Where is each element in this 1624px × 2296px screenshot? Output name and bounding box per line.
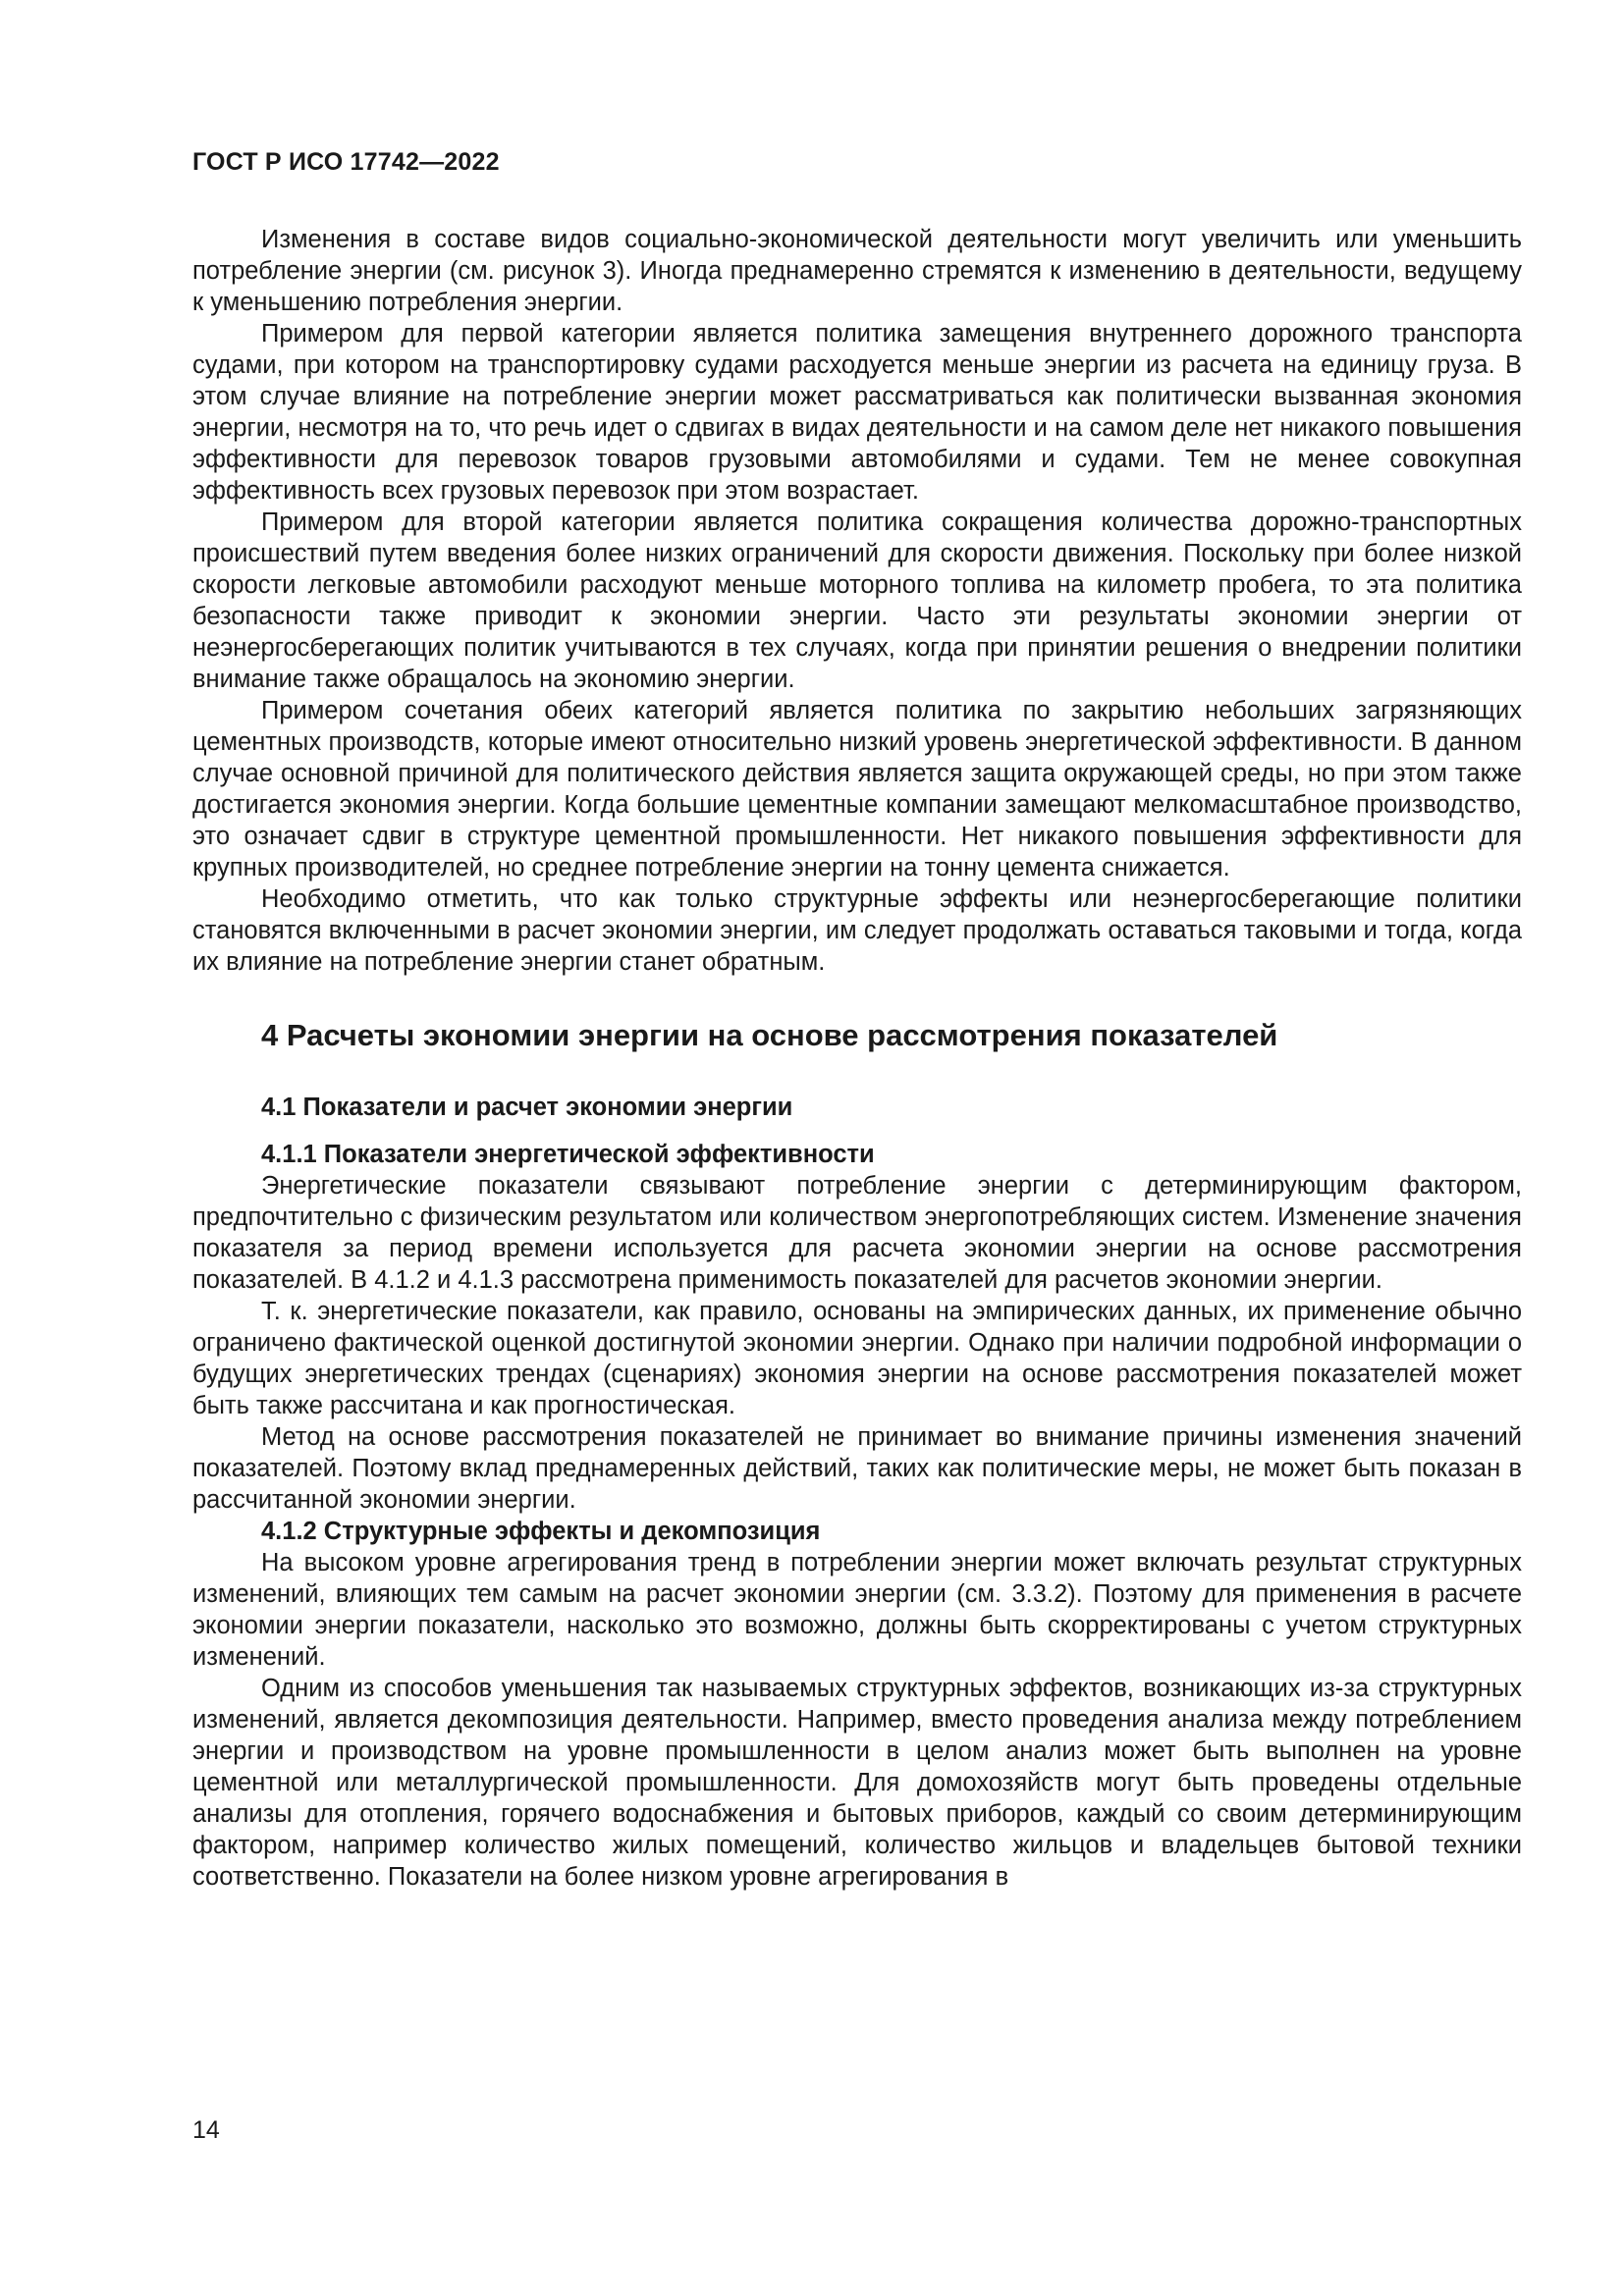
paragraph: Примером для первой категории является политика замещения внутреннего дорожного транспорта судами, при котором на транспортировку судами расходуется меньше энергии из расчета на единицу груза. В этом случае влияние на потребление энергии может рассматриваться как политически вызванная экономия энергии, несмотря на то, что речь идет о сдвигах в видах деятельности и на самом деле нет никакого повышения эффективности для перевозок товаров грузовыми автомобилями и судами. Тем не менее совокупная эффективность всех грузовых перевозок при этом возрастает. [192,320,1522,505]
sub-subsection-title: 4.1.2 Структурные эффекты и декомпозиция [261,1518,821,1545]
document-page [192,147,1522,1893]
sub-subsection-text [192,1170,1522,1516]
page-number: 14 [192,2116,220,2144]
paragraph: Примером для второй категории является политика сокращения количества дорожно-транспортных происшествий путем введения более низких ограничений для скорости движения. Поскольку при более низкой скорости легковые автомобили расходуют меньше моторного топлива на километр пробега, то эта политика безопасности также приводит к экономии энергии. Часто эти результаты экономии энергии от неэнергосберегающих политик учитываются в тех случаях, когда при принятии решения о внедрении политики внимание также обращалось на экономию энергии. [192,508,1522,693]
sub-subsection-title: 4.1.1 Показатели энергетической эффективности [261,1141,875,1168]
paragraph: Энергетические показатели связывают потребление энергии с детерминирующим фактором, предпочтительно с физическим результатом или количеством энергопотребляющих систем. Изменение значения показателя за период времени используется для расчета экономии энергии на основе рассмотрения показателей. В 4.1.2 и 4.1.3 рассмотрена применимость показателей для расчетов экономии энергии. [192,1172,1522,1294]
paragraph: Примером сочетания обеих категорий является политика по закрытию небольших загрязняющих цементных производств, которые имеют относительно низкий уровень энергетической эффективности. В данном случае основной причиной для политического действия является защита окружающей среды, но при этом также достигается экономия энергии. Когда большие цементные компании замещают мелкомасштабное производство, это означает сдвиг в структуре цементной промышленности. Нет никакого повышения эффективности для крупных производителей, но среднее потребление энергии на тонну цемента снижается. [192,697,1522,881]
standard-header: ГОСТ Р ИСО 17742—2022 [192,148,500,176]
intro-text [192,224,1522,978]
paragraph: На высоком уровне агрегирования тренд в потреблении энергии может включать результат структурных изменений, влияющих тем самым на расчет экономии энергии (см. 3.3.2). Поэтому для применения в расчете экономии энергии показатели, насколько это возможно, должны быть скорректированы с учетом структурных изменений. [192,1549,1522,1671]
paragraph: Необходимо отметить, что как только структурные эффекты или неэнергосберегающие политики становятся включенными в расчет экономии энергии, им следует продолжать оставаться таковыми и тогда, когда их влияние на потребление энергии станет обратным. [192,885,1522,976]
paragraph: Одним из способов уменьшения так называемых структурных эффектов, возникающих из-за структурных изменений, является декомпозиция деятельности. Например, вместо проведения анализа между потреблением энергии и производством на уровне промышленности в целом анализ может быть выполнен на уровне цементной или металлургической промышленности. Для домохозяйств могут быть проведены отдельные анализы для отопления, горячего водоснабжения и бытовых приборов, каждый со своим детерминирующим фактором, например количество жилых помещений, количество жильцов и владельцев бытовой техники соответственно. Показатели на более низком уровне агрегирования в [192,1675,1522,1891]
paragraph: Т. к. энергетические показатели, как правило, основаны на эмпирических данных, их применение обычно ограничено фактической оценкой достигнутой экономии энергии. Однако при наличии подробной информации о будущих энергетических трендах (сценариях) экономия энергии на основе рассмотрения показателей может быть также рассчитана и как прогностическая. [192,1298,1522,1419]
paragraph: Метод на основе рассмотрения показателей не принимает во внимание причины изменения значений показателей. Поэтому вклад преднамеренных действий, таких как политические меры, не может быть показан в рассчитанной экономии энергии. [192,1423,1522,1514]
paragraph: Изменения в составе видов социально-экономической деятельности могут увеличить или уменьшить потребление энергии (см. рисунок 3). Иногда преднамеренно стремятся к изменению в деятельности, ведущему к уменьшению потребления энергии. [192,226,1522,316]
section-title: 4 Расчеты экономии энергии на основе рассмотрения показателей [261,1018,1278,1052]
sub-subsection-text [192,1547,1522,1893]
subsection-title: 4.1 Показатели и расчет экономии энергии [261,1094,793,1121]
